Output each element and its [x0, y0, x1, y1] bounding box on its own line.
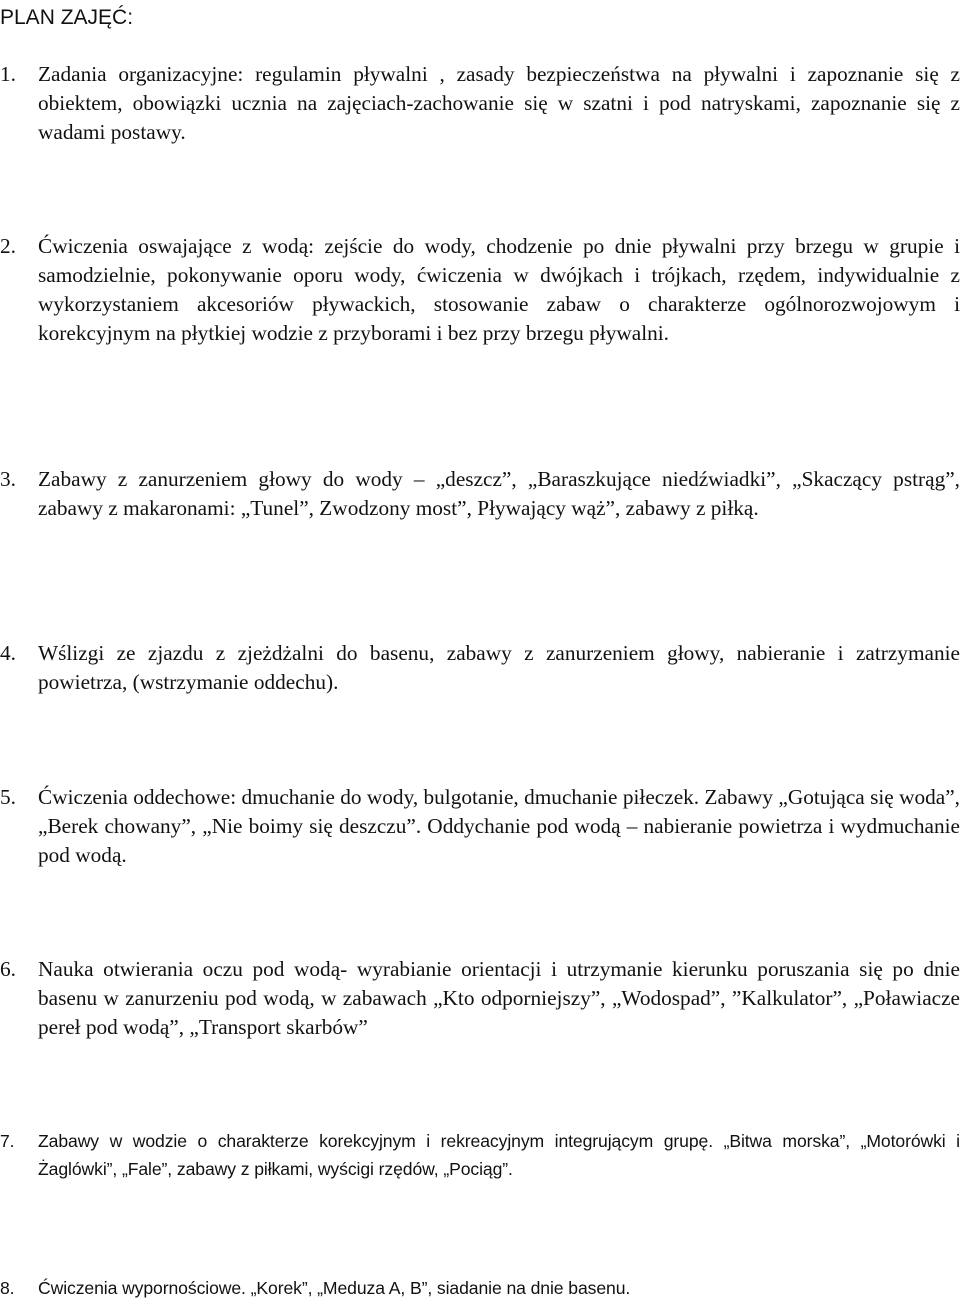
list-item	[0, 639, 960, 697]
list-item-number: 8.	[0, 1278, 15, 1298]
list-item-number: 4.	[0, 641, 16, 665]
list-item	[0, 955, 960, 1042]
list-item-text: Ćwiczenia oddechowe: dmuchanie do wody, bulgotanie, dmuchanie piłeczek. Zabawy „Gotująca się woda”, „Berek chowany”, „Nie boimy się deszczu”. Oddychanie pod wodą – nabieranie powietrza i wydmuchanie pod wodą.	[38, 785, 960, 867]
list-item	[0, 1127, 960, 1183]
list-item-number: 2.	[0, 234, 16, 258]
list-item	[0, 60, 960, 147]
list-item	[0, 465, 960, 523]
list-item-number: 5.	[0, 785, 16, 809]
list-item-number: 6.	[0, 957, 16, 981]
list-item-text: Zabawy z zanurzeniem głowy do wody – „deszcz”, „Baraszkujące niedźwiadki”, „Skaczący pstrąg”, zabawy z makaronami: „Tunel”, Zwodzony most”, Pływający wąż”, zabawy z piłką.	[38, 467, 960, 520]
list-item-text: Ćwiczenia oswajające z wodą: zejście do wody, chodzenie po dnie pływalni przy brzegu w grupie i samodzielnie, pokonywanie oporu wody, ćwiczenia w dwójkach i trójkach, rzędem, indywidualnie z wykorzystaniem akcesoriów pływackich, stosowanie zabaw o charakterze ogólnorozwojowym i korekcyjnym na płytkiej wodzie z przyborami i bez przy brzegu pływalni.	[38, 234, 960, 345]
list-item	[0, 1274, 960, 1302]
list-item-number: 7.	[0, 1131, 15, 1151]
list-item-number: 1.	[0, 62, 16, 86]
list-item-text: Zadania organizacyjne: regulamin pływalni , zasady bezpieczeństwa na pływalni i zapoznanie się z obiektem, obowiązki ucznia na zajęciach-zachowanie się w szatni i pod natryskami, zapoznanie się z wadami postawy.	[38, 62, 960, 144]
list-item-text: Wślizgi ze zjazdu z zjeżdżalni do basenu, zabawy z zanurzeniem głowy, nabieranie i zatrzymanie powietrza, (wstrzymanie oddechu).	[38, 641, 960, 694]
list-item-text: Zabawy w wodzie o charakterze korekcyjnym i rekreacyjnym integrującym grupę. „Bitwa morska”, „Motorówki i Żaglówki”, „Fale”, zabawy z piłkami, wyścigi rzędów, „Pociąg”.	[38, 1131, 960, 1179]
list-item-text: Nauka otwierania oczu pod wodą- wyrabianie orientacji i utrzymanie kierunku poruszania się po dnie basenu w zanurzeniu pod wodą, w zabawach „Kto odporniejszy”, „Wodospad”, ”Kalkulator”, „Poławiacze pereł pod wodą”, „Transport skarbów”	[38, 957, 960, 1039]
list-item-text: Ćwiczenia wypornościowe. „Korek”, „Meduza A, B”, siadanie na dnie basenu.	[38, 1278, 631, 1298]
list-item-number: 3.	[0, 467, 16, 491]
list-item	[0, 232, 960, 348]
list-item	[0, 783, 960, 870]
page-title: PLAN ZAJĘĆ:	[0, 6, 134, 29]
